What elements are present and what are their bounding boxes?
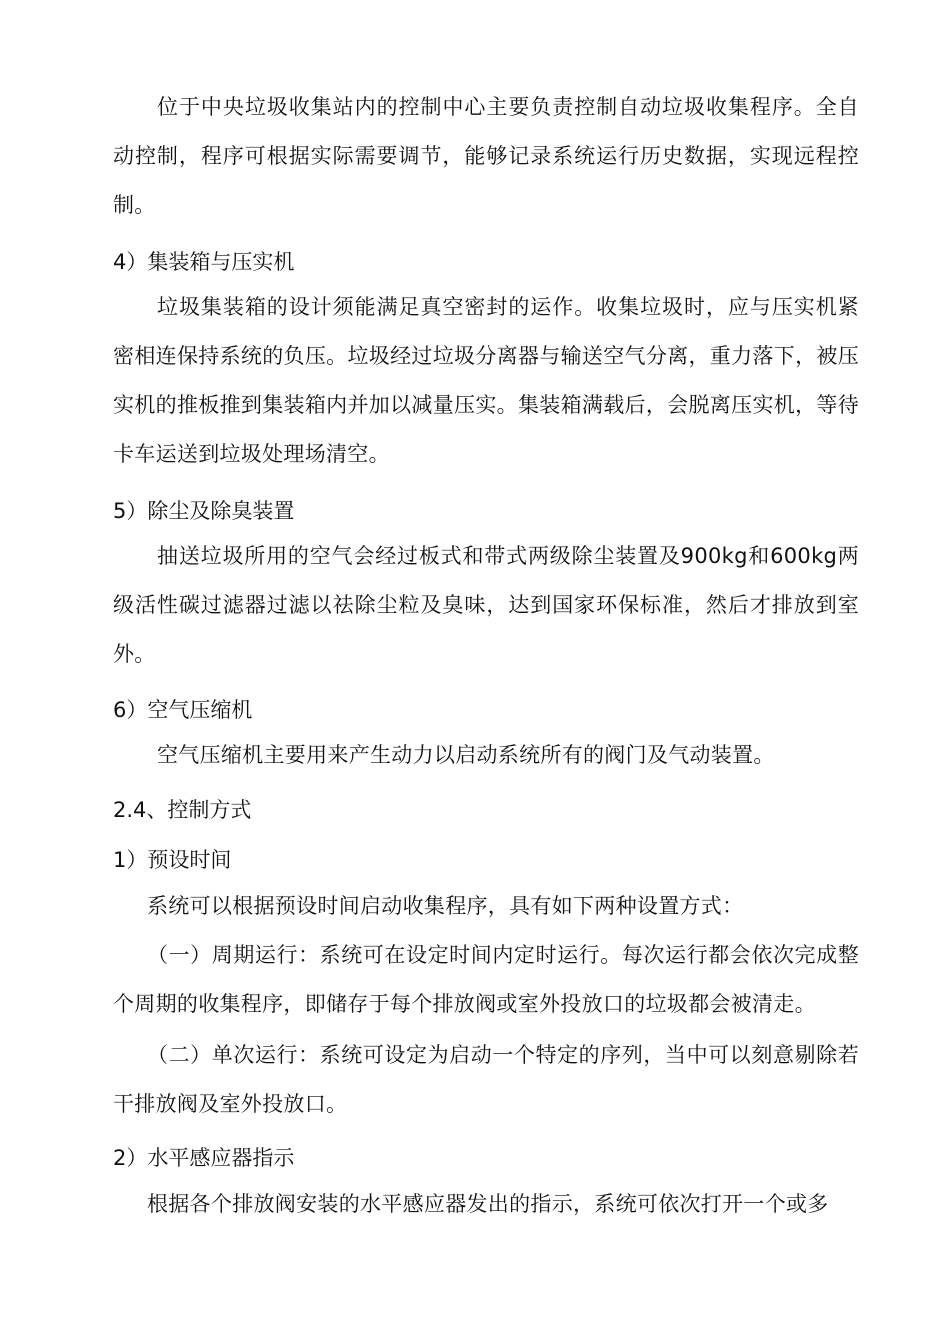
heading-level-sensor: 2）水平感应器指示 [113, 1146, 295, 1170]
paragraph-single-run: （二）单次运行：系统可设定为启动一个特定的序列，当中可以刻意剔除若干排放阀及室外投放口。 [113, 1043, 859, 1116]
heading-container-compactor: 4）集装箱与压实机 [113, 250, 295, 274]
paragraph-container-compactor: 垃圾集装箱的设计须能满足真空密封的运作。收集垃圾时，应与压实机紧密相连保持系统的负压。垃圾经过垃圾分离器与输送空气分离，重力落下，被压实机的推板推到集装箱内并加以减量压实。集装箱满载后，会脱离压实机，等待卡车运送到垃圾处理场清空。 [113, 295, 859, 466]
heading-control-methods: 2.4、控制方式 [113, 798, 252, 822]
paragraph-preset-time-intro: 系统可以根据预设时间启动收集程序，具有如下两种设置方式： [147, 894, 744, 918]
paragraph-dust-odor-removal: 抽送垃圾所用的空气会经过板式和带式两级除尘装置及900kg和600kg两级活性碳过滤器过滤以祛除尘粒及臭味，达到国家环保标准，然后才排放到室外。 [113, 544, 859, 666]
paragraph-air-compressor: 空气压缩机主要用来产生动力以启动系统所有的阀门及气动装置。 [157, 743, 775, 767]
paragraph-control-center: 位于中央垃圾收集站内的控制中心主要负责控制自动垃圾收集程序。全自动控制，程序可根据实际需要调节，能够记录系统运行历史数据，实现远程控制。 [113, 95, 859, 217]
heading-dust-odor-removal: 5）除尘及除臭装置 [113, 499, 295, 523]
paragraph-level-sensor: 根据各个排放阀安装的水平感应器发出的指示，系统可依次打开一个或多 [147, 1192, 829, 1216]
heading-air-compressor: 6）空气压缩机 [113, 698, 253, 722]
heading-preset-time: 1）预设时间 [113, 848, 232, 872]
paragraph-periodic-run: （一）周期运行：系统可在设定时间内定时运行。每次运行都会依次完成整个周期的收集程序，即储存于每个排放阀或室外投放口的垃圾都会被清走。 [113, 943, 859, 1016]
